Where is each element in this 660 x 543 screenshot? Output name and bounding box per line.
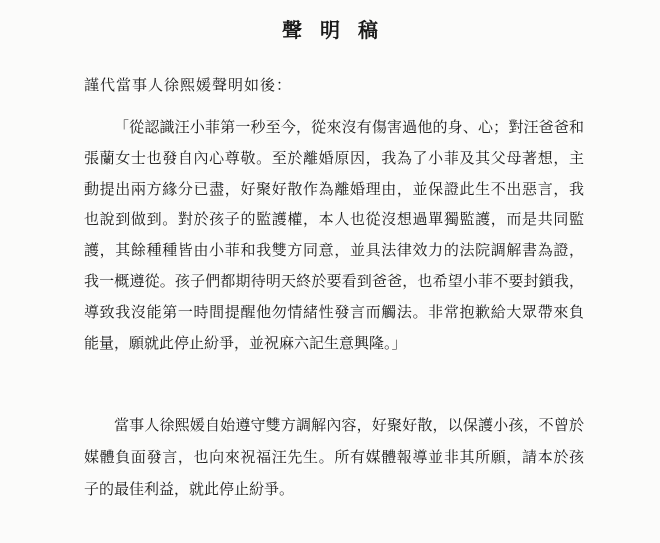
statement-line: 導致我沒能第一時間提醒他勿情緒性發言而觸法。非常抱歉給大眾帶來負 xyxy=(84,302,584,321)
statement-line: 我一概遵從。孩子們都期待明天終於要看到爸爸，也希望小菲不要封鎖我， xyxy=(84,271,584,290)
statement-line: 護，其餘種種皆由小菲和我雙方同意，並具法律效力的法院調解書為證， xyxy=(84,241,584,260)
attribution-line: 謹代當事人徐熙媛聲明如後： xyxy=(84,76,293,94)
statement-line: 也說到做到。對於孩子的監護權，本人也從沒想過單獨監護，而是共同監 xyxy=(84,210,584,229)
statement-line: 動提出兩方緣分已盡，好聚好散作為離婚理由，並保證此生不出惡言，我 xyxy=(84,179,584,198)
closing-line: 子的最佳利益，就此停止紛爭。 xyxy=(84,480,295,498)
statement-line: 「從認識汪小菲第一秒至今，從來沒有傷害過他的身、心；對汪爸爸和 xyxy=(114,118,584,136)
closing-paragraph xyxy=(84,409,584,505)
closing-line: 當事人徐熙媛自始遵守雙方調解內容，好聚好散，以保護小孩，不曾於 xyxy=(114,416,584,434)
closing-line: 媒體負面發言，也向來祝福汪先生。所有媒體報導並非其所願，請本於孩 xyxy=(84,448,584,466)
statement-quote xyxy=(84,112,584,358)
statement-line: 張蘭女士也發自內心尊敬。至於離婚原因，我為了小菲及其父母著想，主 xyxy=(84,148,584,167)
document-title: 聲明稿 xyxy=(282,18,396,42)
statement-line: 能量，願就此停止紛爭，並祝麻六記生意興隆。」 xyxy=(84,333,407,352)
